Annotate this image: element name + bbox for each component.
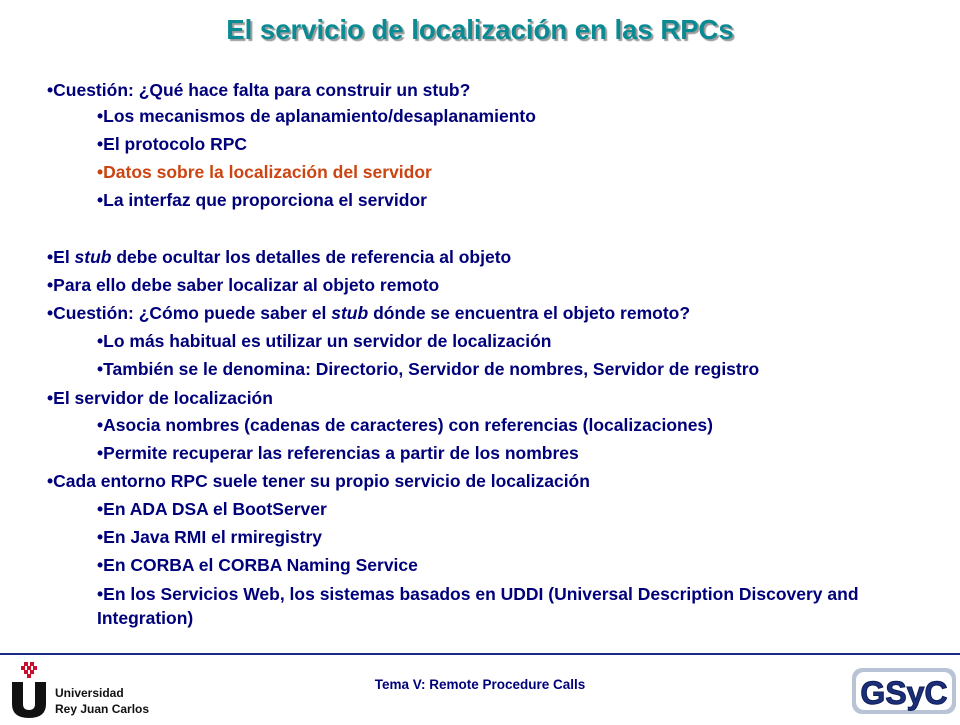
university-name-line1: Universidad — [55, 686, 124, 700]
bullet-item: •Cuestión: ¿Qué hace falta para construir un stub? — [47, 80, 471, 100]
gsyc-logo-icon — [850, 660, 958, 720]
bullet-item: •También se le denomina: Directorio, Servidor de nombres, Servidor de registro — [97, 359, 760, 379]
bullet-item: •El protocolo RPC — [97, 134, 248, 154]
footer-topic: Tema V: Remote Procedure Calls — [374, 677, 586, 692]
gsyc-logo — [850, 660, 958, 720]
bullet-item: •El stub debe ocultar los detalles de referencia al objeto — [47, 247, 512, 267]
footer-divider — [0, 653, 960, 655]
bullet-item: •Cada entorno RPC suele tener su propio servicio de localización — [47, 471, 590, 491]
bullet-item: •En los Servicios Web, los sistemas basados en UDDI (Universal Description Discovery and Integration) — [97, 584, 859, 628]
bullet-item: •Para ello debe saber localizar al objeto remoto — [47, 275, 440, 295]
bullet-item: •El servidor de localización — [47, 388, 273, 408]
bullet-item: •Cuestión: ¿Cómo puede saber el stub dónde se encuentra el objeto remoto? — [47, 303, 691, 323]
bullet-item: •Los mecanismos de aplanamiento/desaplanamiento — [97, 106, 536, 126]
slide-title: El servicio de localización en las RPCs — [226, 14, 734, 45]
bullet-item-highlighted: •Datos sobre la localización del servidor — [97, 162, 432, 182]
bullet-item: •La interfaz que proporciona el servidor — [97, 190, 427, 210]
bullet-item: •Lo más habitual es utilizar un servidor de localización — [97, 331, 552, 351]
bullet-item: •Permite recuperar las referencias a partir de los nombres — [97, 443, 579, 463]
bullet-item: •En Java RMI el rmiregistry — [97, 527, 322, 547]
bullet-item: •En ADA DSA el BootServer — [97, 499, 327, 519]
bullet-item: •En CORBA el CORBA Naming Service — [97, 555, 418, 575]
bullet-item: •Asocia nombres (cadenas de caracteres) con referencias (localizaciones) — [97, 415, 713, 435]
gsyc-logo-text: GSyC — [860, 675, 948, 711]
university-name-line2: Rey Juan Carlos — [55, 702, 150, 716]
